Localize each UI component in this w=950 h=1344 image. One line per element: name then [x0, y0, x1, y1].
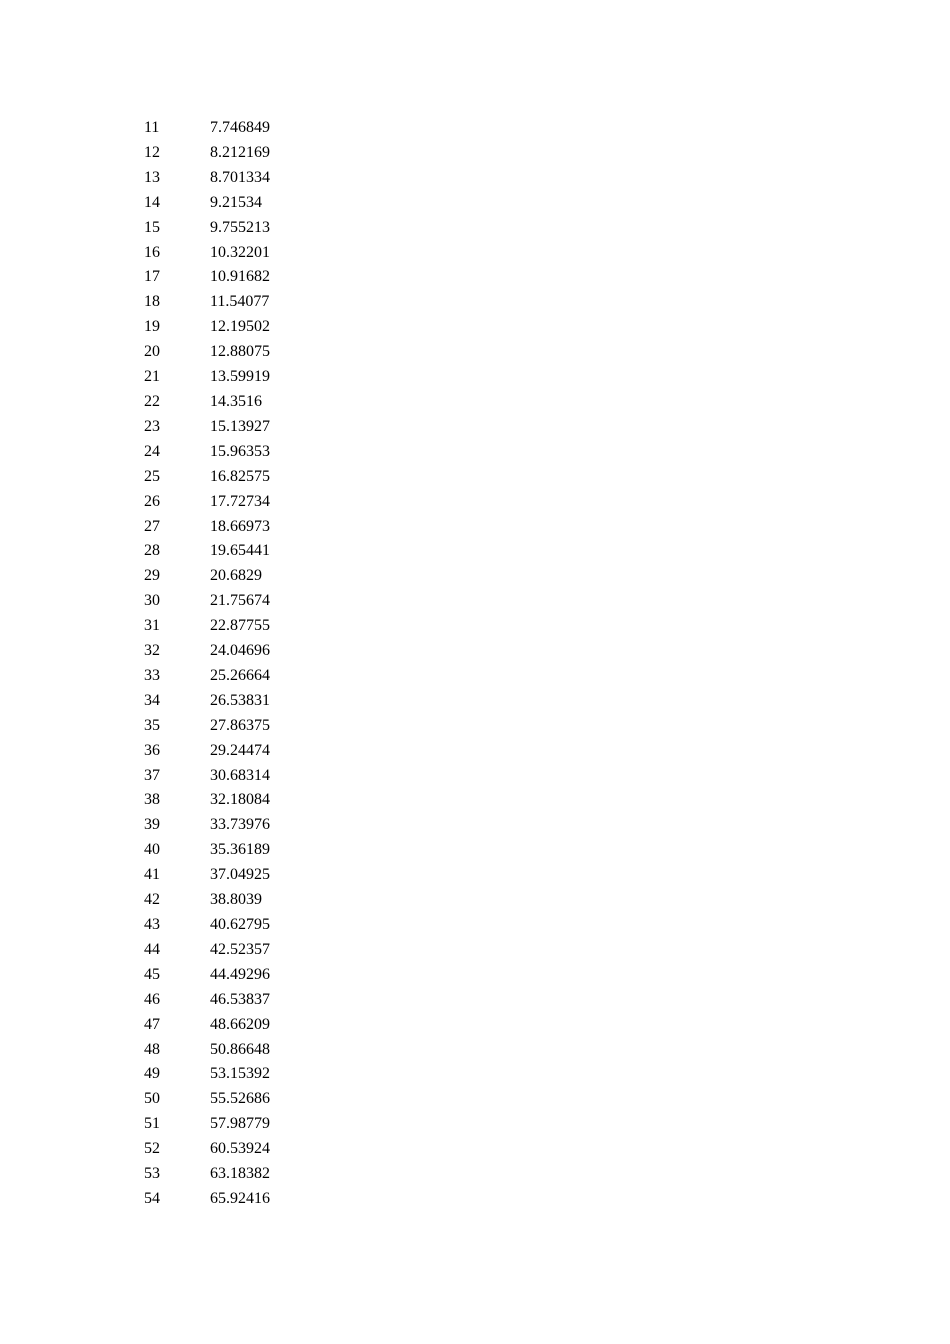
table-row [144, 315, 310, 340]
row-value: 15.13927 [210, 417, 270, 435]
row-value: 35.36189 [210, 841, 270, 859]
table-row [144, 988, 310, 1013]
table-row [144, 564, 310, 589]
table-row [144, 1062, 310, 1087]
row-index: 14 [144, 193, 160, 211]
row-value: 10.32201 [210, 243, 270, 261]
row-value: 63.18382 [210, 1165, 270, 1183]
row-value: 55.52686 [210, 1090, 270, 1108]
row-index: 43 [144, 916, 160, 933]
row-index: 20 [144, 343, 160, 361]
row-value: 18.66973 [210, 517, 270, 535]
row-index: 30 [144, 592, 160, 610]
row-value: 29.24474 [210, 741, 270, 759]
table-row [144, 863, 310, 888]
row-value: 12.19502 [210, 318, 270, 336]
row-index: 16 [144, 243, 160, 261]
row-value: 44.49296 [210, 965, 270, 983]
table-row [144, 714, 310, 739]
row-value: 10.91682 [210, 268, 270, 286]
row-value: 8.701334 [210, 168, 270, 186]
row-index: 11 [144, 119, 160, 136]
row-value: 19.65441 [210, 542, 270, 560]
table-row [144, 639, 310, 664]
table-row [144, 788, 310, 813]
row-index: 36 [144, 741, 160, 759]
row-index: 21 [144, 368, 160, 386]
row-index: 53 [144, 1165, 160, 1183]
row-index: 48 [144, 1040, 160, 1058]
table-row [144, 1013, 310, 1038]
row-index: 19 [144, 318, 160, 336]
table-row [144, 241, 310, 266]
table-row [144, 838, 310, 863]
row-index: 26 [144, 492, 160, 510]
row-value: 50.86648 [210, 1040, 270, 1058]
row-index: 41 [144, 866, 160, 884]
row-value: 9.21534 [210, 193, 262, 211]
table-row [144, 1187, 310, 1212]
row-index: 13 [144, 168, 160, 186]
row-index: 29 [144, 567, 160, 585]
row-value: 60.53924 [210, 1140, 270, 1158]
row-index: 46 [144, 990, 160, 1008]
row-value: 12.88075 [210, 343, 270, 361]
table-row [144, 290, 310, 315]
table-row [144, 265, 310, 290]
row-index: 18 [144, 293, 160, 311]
row-value: 65.92416 [210, 1189, 270, 1207]
row-value: 17.72734 [210, 492, 270, 510]
row-index: 35 [144, 716, 160, 734]
table-row [144, 141, 310, 166]
row-value: 27.86375 [210, 716, 270, 734]
row-value: 37.04925 [210, 866, 270, 884]
row-index: 32 [144, 642, 160, 660]
row-value: 32.18084 [210, 791, 270, 809]
row-index: 31 [144, 617, 160, 635]
row-value: 48.66209 [210, 1015, 270, 1033]
row-index: 45 [144, 965, 160, 983]
row-value: 22.87755 [210, 617, 270, 635]
row-value: 38.8039 [210, 891, 262, 909]
table-row [144, 888, 310, 913]
row-value: 13.59919 [210, 368, 270, 386]
row-index: 24 [144, 442, 160, 460]
table-row [144, 490, 310, 515]
row-value: 25.26664 [210, 666, 270, 684]
table-row [144, 813, 310, 838]
table-row [144, 515, 310, 540]
row-value: 21.75674 [210, 592, 270, 610]
row-index: 22 [144, 392, 160, 410]
table-row [144, 465, 310, 490]
row-index: 44 [144, 940, 160, 958]
row-index: 15 [144, 218, 160, 236]
table-row [144, 1087, 310, 1112]
table-row [144, 216, 310, 241]
table-row [144, 764, 310, 789]
table-row [144, 1038, 310, 1063]
table-row [144, 614, 310, 639]
row-index: 25 [144, 467, 160, 485]
row-value: 33.73976 [210, 816, 270, 834]
table-row [144, 664, 310, 689]
row-index: 40 [144, 841, 160, 859]
row-value: 9.755213 [210, 218, 270, 236]
table-row [144, 963, 310, 988]
data-table [144, 116, 310, 1212]
row-index: 28 [144, 542, 160, 560]
table-row [144, 739, 310, 764]
row-index: 42 [144, 891, 160, 909]
table-row [144, 390, 310, 415]
table-body [144, 116, 310, 1212]
table-row [144, 589, 310, 614]
table-row [144, 1137, 310, 1162]
row-index: 49 [144, 1065, 160, 1083]
row-index: 37 [144, 766, 160, 784]
row-index: 52 [144, 1140, 160, 1158]
row-index: 12 [144, 143, 160, 161]
row-value: 42.52357 [210, 940, 270, 958]
row-index: 50 [144, 1090, 160, 1108]
row-value: 7.746849 [210, 119, 270, 136]
table-row [144, 340, 310, 365]
table-row [144, 440, 310, 465]
row-index: 51 [144, 1115, 160, 1133]
row-value: 30.68314 [210, 766, 270, 784]
row-index: 54 [144, 1189, 160, 1207]
row-value: 8.212169 [210, 143, 270, 161]
row-index: 39 [144, 816, 160, 834]
table-row [144, 365, 310, 390]
table-row [144, 539, 310, 564]
row-value: 15.96353 [210, 442, 270, 460]
table-row [144, 415, 310, 440]
row-value: 14.3516 [210, 392, 262, 410]
row-value: 53.15392 [210, 1065, 270, 1083]
row-value: 46.53837 [210, 990, 270, 1008]
table-row [144, 1162, 310, 1187]
table-row [144, 689, 310, 714]
row-index: 17 [144, 268, 160, 286]
row-index: 33 [144, 666, 160, 684]
row-value: 57.98779 [210, 1115, 270, 1133]
table-row [144, 913, 310, 938]
row-value: 26.53831 [210, 691, 270, 709]
row-index: 27 [144, 517, 160, 535]
table-row [144, 166, 310, 191]
row-value: 16.82575 [210, 467, 270, 485]
row-value: 11.54077 [210, 293, 270, 311]
table-row [144, 938, 310, 963]
row-index: 38 [144, 791, 160, 809]
table-row [144, 191, 310, 216]
row-index: 23 [144, 417, 160, 435]
row-value: 40.62795 [210, 916, 270, 933]
row-index: 47 [144, 1015, 160, 1033]
row-value: 20.6829 [210, 567, 262, 585]
table-row [144, 1112, 310, 1137]
row-index: 34 [144, 691, 160, 709]
table-row [144, 116, 310, 141]
row-value: 24.04696 [210, 642, 270, 660]
